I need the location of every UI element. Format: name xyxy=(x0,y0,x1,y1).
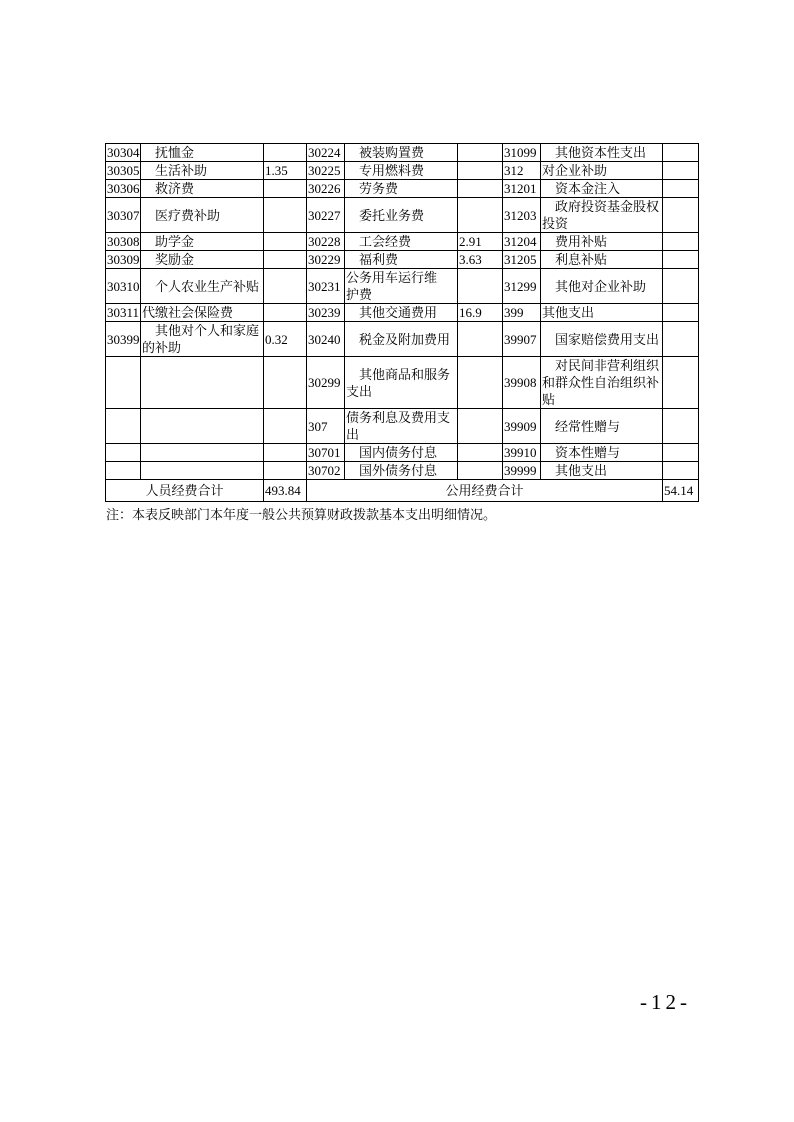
item-code-cell: 30311 xyxy=(107,305,140,320)
item-name-cell: 救济费 xyxy=(141,180,264,198)
item-code-cell: 31203 xyxy=(503,198,541,233)
item-name-cell: 税金及附加费用 xyxy=(345,322,458,357)
item-name-cell: 债务利息及费用支出 xyxy=(345,409,458,444)
item-code-cell: 30229 xyxy=(307,251,345,269)
item-code-cell: 30307 xyxy=(106,198,141,233)
item-amount-cell xyxy=(458,409,503,444)
item-code-cell: 30227 xyxy=(307,198,345,233)
item-amount-cell xyxy=(458,180,503,198)
item-amount-cell xyxy=(663,269,699,304)
table-row xyxy=(106,462,699,480)
item-amount-cell xyxy=(663,180,699,198)
empty-cell xyxy=(264,462,307,480)
item-name-cell: 政府投资基金股权投资 xyxy=(541,198,663,233)
item-code-cell: 30231 xyxy=(307,269,345,304)
item-amount-cell xyxy=(663,251,699,269)
item-code-cell: 30225 xyxy=(307,162,345,180)
item-name-cell: 专用燃料费 xyxy=(345,162,458,180)
item-code-cell: 30309 xyxy=(107,252,140,267)
table-totals xyxy=(106,480,699,502)
table-row xyxy=(106,198,699,233)
page-number: -12- xyxy=(640,990,691,1014)
item-code-cell: 30306 xyxy=(107,181,140,196)
item-name-cell: 资本性赠与 xyxy=(541,444,663,462)
item-name-cell: 国家赔偿费用支出 xyxy=(541,322,663,357)
item-amount-cell xyxy=(264,233,307,251)
item-amount-cell xyxy=(663,444,699,462)
empty-cell xyxy=(106,357,141,409)
item-amount-cell xyxy=(458,144,503,162)
item-name-cell: 利息补贴 xyxy=(541,251,663,269)
item-amount-cell xyxy=(663,162,699,180)
item-code-cell: 39910 xyxy=(503,444,541,462)
item-amount-cell xyxy=(458,198,503,233)
empty-cell xyxy=(141,357,264,409)
item-code-cell: 31201 xyxy=(503,180,541,198)
item-name-cell: 其他对个人和家庭的补助 xyxy=(141,322,264,357)
item-code-cell: 39999 xyxy=(503,462,541,480)
item-name-cell: 奖励金 xyxy=(141,251,264,269)
item-amount-cell xyxy=(264,304,307,322)
item-code-cell: 307 xyxy=(307,409,345,444)
item-amount-cell xyxy=(264,198,307,233)
item-amount-cell xyxy=(663,144,699,162)
item-amount-cell xyxy=(663,304,699,322)
item-name-cell: 国内债务付息 xyxy=(345,444,458,462)
item-amount-cell xyxy=(458,462,503,480)
item-amount-cell xyxy=(264,269,307,304)
table-row xyxy=(106,233,699,251)
basic-expenditure-detail-table xyxy=(105,143,699,502)
item-amount-cell xyxy=(663,198,699,233)
item-code-cell: 30299 xyxy=(307,357,345,409)
table-note: 注：本表反映部门本年度一般公共预算财政拨款基本支出明细情况。 xyxy=(106,507,497,522)
empty-cell xyxy=(264,444,307,462)
item-code-cell: 30305 xyxy=(107,163,140,178)
item-name-cell: 其他资本性支出 xyxy=(541,144,663,162)
item-code-cell: 30239 xyxy=(307,304,345,322)
item-amount-cell xyxy=(264,180,307,198)
item-name-cell: 工会经费 xyxy=(345,233,458,251)
item-code-cell: 30310 xyxy=(106,269,141,304)
item-name-cell: 公务用车运行维护费 xyxy=(345,269,458,304)
item-amount-cell: 1.35 xyxy=(264,162,307,180)
table-row xyxy=(106,444,699,462)
item-name-cell: 委托业务费 xyxy=(345,198,458,233)
empty-cell xyxy=(141,409,264,444)
item-amount-cell xyxy=(264,144,307,162)
item-code-cell: 30228 xyxy=(307,233,345,251)
item-name-cell: 资本金注入 xyxy=(541,180,663,198)
item-name-cell: 医疗费补助 xyxy=(141,198,264,233)
item-amount-cell xyxy=(663,357,699,409)
item-name-cell: 国外债务付息 xyxy=(345,462,458,480)
item-name-cell: 生活补助 xyxy=(141,162,264,180)
item-code-cell: 312 xyxy=(503,162,541,180)
item-code-cell: 39907 xyxy=(503,322,541,357)
public-total-label: 公用经费合计 xyxy=(307,480,663,502)
table-row xyxy=(106,251,699,269)
item-amount-cell: 16.9 xyxy=(458,304,503,322)
item-name-cell: 其他商品和服务支出 xyxy=(345,357,458,409)
empty-cell xyxy=(141,444,264,462)
item-name-cell: 劳务费 xyxy=(345,180,458,198)
item-code-cell: 30702 xyxy=(307,462,345,480)
item-name-cell: 助学金 xyxy=(141,233,264,251)
item-amount-cell xyxy=(458,269,503,304)
item-code-cell: 30308 xyxy=(107,234,140,249)
item-name-cell: 其他交通费用 xyxy=(345,304,458,322)
table-row xyxy=(106,304,699,322)
item-name-cell: 其他对企业补助 xyxy=(541,269,663,304)
item-amount-cell xyxy=(663,233,699,251)
item-code-cell: 30240 xyxy=(307,322,345,357)
item-amount-cell: 0.32 xyxy=(264,322,307,357)
item-name-cell: 抚恤金 xyxy=(141,144,264,162)
item-code-cell: 31205 xyxy=(503,251,541,269)
item-code-cell: 30304 xyxy=(107,145,140,160)
item-name-cell: 经常性赠与 xyxy=(541,409,663,444)
item-amount-cell xyxy=(458,357,503,409)
item-code-cell: 39908 xyxy=(503,357,541,409)
item-code-cell: 39909 xyxy=(503,409,541,444)
item-name-cell: 福利费 xyxy=(345,251,458,269)
totals-row xyxy=(106,480,699,502)
item-name-cell: 个人农业生产补贴 xyxy=(141,269,264,304)
table-row xyxy=(106,409,699,444)
item-code-cell: 30224 xyxy=(307,144,345,162)
item-amount-cell: 3.63 xyxy=(458,251,503,269)
table-row xyxy=(106,144,699,162)
table-row xyxy=(106,180,699,198)
item-code-cell: 30226 xyxy=(307,180,345,198)
personnel-total-amount: 493.84 xyxy=(264,480,307,502)
table-row xyxy=(106,162,699,180)
empty-cell xyxy=(264,409,307,444)
empty-cell xyxy=(141,462,264,480)
empty-cell xyxy=(264,357,307,409)
item-code-cell: 31099 xyxy=(503,144,541,162)
item-code-cell: 31204 xyxy=(503,233,541,251)
item-amount-cell xyxy=(458,444,503,462)
public-total-amount: 54.14 xyxy=(663,480,699,502)
personnel-total-label: 人员经费合计 xyxy=(106,480,264,502)
item-code-cell: 399 xyxy=(503,304,541,322)
item-code-cell: 31299 xyxy=(503,269,541,304)
item-code-cell: 30701 xyxy=(307,444,345,462)
item-name-cell: 对企业补助 xyxy=(541,162,663,180)
item-name-cell: 其他支出 xyxy=(541,304,663,322)
item-name-cell: 对民间非营利组织和群众性自治组织补贴 xyxy=(541,357,663,409)
item-amount-cell xyxy=(264,251,307,269)
table-row xyxy=(106,357,699,409)
item-name-cell: 其他支出 xyxy=(541,462,663,480)
item-amount-cell xyxy=(663,322,699,357)
item-amount-cell: 2.91 xyxy=(458,233,503,251)
table-container xyxy=(105,143,699,502)
table-body xyxy=(106,144,699,480)
item-code-cell: 30399 xyxy=(106,322,141,357)
empty-cell xyxy=(106,444,141,462)
empty-cell xyxy=(106,409,141,444)
item-name-cell: 代缴社会保险费 xyxy=(141,304,264,322)
item-name-cell: 被装购置费 xyxy=(345,144,458,162)
table-row xyxy=(106,322,699,357)
empty-cell xyxy=(106,462,141,480)
item-amount-cell xyxy=(663,409,699,444)
item-amount-cell xyxy=(458,162,503,180)
item-amount-cell xyxy=(458,322,503,357)
item-amount-cell xyxy=(663,462,699,480)
table-row xyxy=(106,269,699,304)
item-name-cell: 费用补贴 xyxy=(541,233,663,251)
